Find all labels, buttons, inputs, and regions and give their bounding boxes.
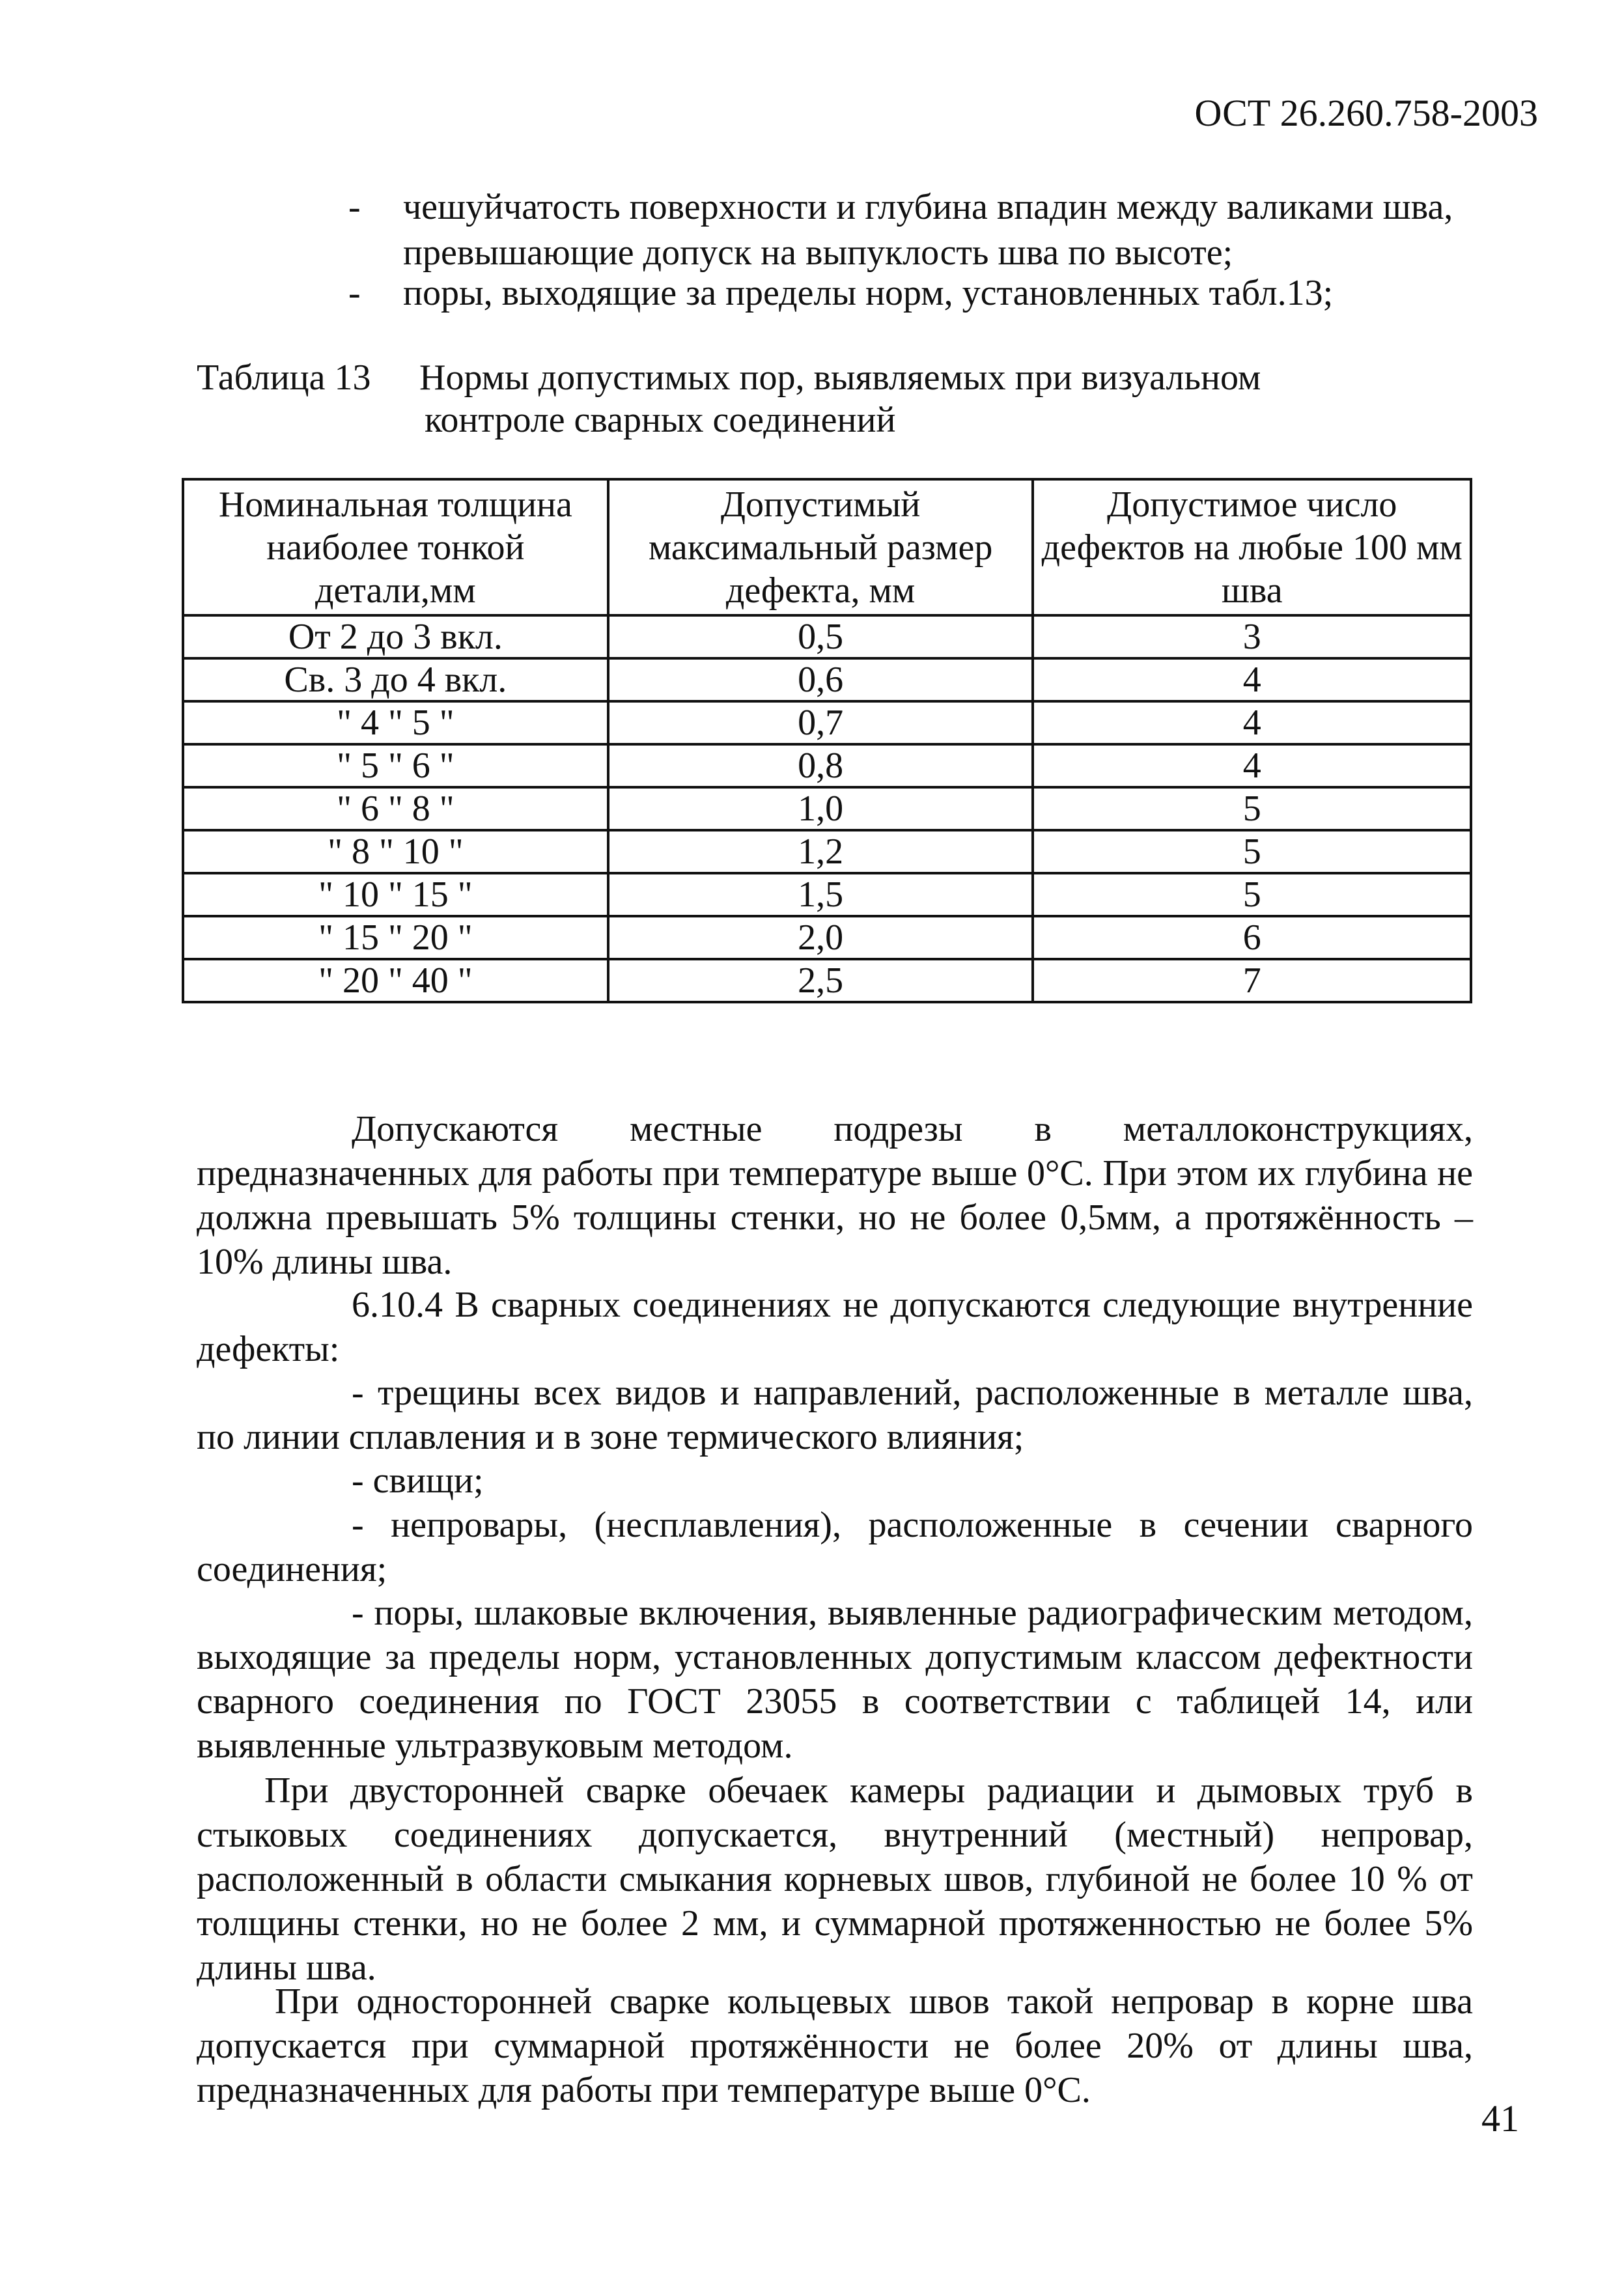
table-cell: " 8 " 10 " bbox=[183, 830, 608, 873]
table-row bbox=[183, 615, 1471, 658]
list-item bbox=[348, 270, 1553, 316]
table-cell: Св. 3 до 4 вкл. bbox=[183, 658, 608, 701]
body-paragraph: Допускаются местные подрезы в металлоконструкциях, предназначенных для работы при температуре выше 0°С. При этом их глубина не должна превышать 5% толщины стенки, но не более 0,5мм, а протяжённость – 10% длины шва. bbox=[197, 1109, 1473, 1282]
defect-list-item: - непровары, (несплавления), расположенные в сечении сварного соединения; bbox=[197, 1505, 1473, 1589]
defect-list-item: - поры, шлаковые включения, выявленные радиографическим методом, выходящие за пределы норм, установленных допустимым классом дефектности сварного соединения по ГОСТ 23055 в соответствии с таблицей 14, или выявленные ультразвуковым методом. bbox=[197, 1593, 1473, 1766]
list-dash: - bbox=[348, 187, 361, 227]
table-cell: 6 bbox=[1033, 916, 1471, 959]
table-cell: 1,5 bbox=[608, 873, 1033, 916]
table-cell: 4 bbox=[1033, 658, 1471, 701]
column-header: Номинальная толщина наиболее тонкой детали,мм bbox=[183, 479, 608, 615]
pore-norms-table bbox=[182, 478, 1472, 1003]
list-item bbox=[348, 184, 1553, 275]
table-cell: 0,7 bbox=[608, 701, 1033, 744]
table-cell: " 15 " 20 " bbox=[183, 916, 608, 959]
section-paragraph: 6.10.4 В сварных соединениях не допускаются следующие внутренние дефекты: bbox=[197, 1285, 1473, 1369]
body-paragraph: При односторонней сварке кольцевых швов такой непровар в корне шва допускается при суммарной протяжённости не более 20% от длины шва, предназначенных для работы при температуре выше 0°С. bbox=[197, 1981, 1473, 2110]
table-row bbox=[183, 916, 1471, 959]
list-item-text: чешуйчатость поверхности и глубина впадин между валиками шва, превышающие допуск на выпуклость шва по высоте; bbox=[403, 187, 1453, 273]
defect-list-item: - трещины всех видов и направлений, расположенные в металле шва, по линии сплавления и в зоне термического влияния; bbox=[197, 1373, 1473, 1457]
table-row bbox=[183, 787, 1471, 830]
table-row bbox=[183, 830, 1471, 873]
table-row bbox=[183, 658, 1471, 701]
table-cell: " 4 " 5 " bbox=[183, 701, 608, 744]
table-cell: 5 bbox=[1033, 873, 1471, 916]
page-number: 41 bbox=[1481, 2097, 1519, 2140]
table-label: Таблица 13 bbox=[197, 357, 371, 398]
table-title: Нормы допустимых пор, выявляемых при визуальном bbox=[419, 357, 1261, 398]
table-cell: 0,6 bbox=[608, 658, 1033, 701]
table-row bbox=[183, 873, 1471, 916]
table-cell: " 6 " 8 " bbox=[183, 787, 608, 830]
table-cell: 1,2 bbox=[608, 830, 1033, 873]
table-cell: 3 bbox=[1033, 615, 1471, 658]
body-paragraph: При двусторонней сварке обечаек камеры радиации и дымовых труб в стыковых соединениях допускается, внутренний (местный) непровар, расположенный в области смыкания корневых швов, глубиной не более 10 % от толщины стенки, но не более 2 мм, и суммарной протяженностью не более 5% длины шва. bbox=[197, 1770, 1473, 1988]
table-cell: 5 bbox=[1033, 787, 1471, 830]
column-header: Допустимое число дефектов на любые 100 мм шва bbox=[1033, 479, 1471, 615]
table-header-row bbox=[183, 479, 1471, 615]
table-cell: 0,8 bbox=[608, 744, 1033, 787]
defect-list-item: - свищи; bbox=[352, 1460, 484, 1501]
table-cell: 1,0 bbox=[608, 787, 1033, 830]
table-row bbox=[183, 701, 1471, 744]
table-cell: " 10 " 15 " bbox=[183, 873, 608, 916]
table-cell: " 20 " 40 " bbox=[183, 959, 608, 1002]
document-code: ОСТ 26.260.758-2003 bbox=[1194, 92, 1538, 134]
table-cell: 5 bbox=[1033, 830, 1471, 873]
list-item-text: поры, выходящие за пределы норм, установленных табл.13; bbox=[403, 273, 1334, 313]
table-cell: " 5 " 6 " bbox=[183, 744, 608, 787]
table-cell: 2,5 bbox=[608, 959, 1033, 1002]
table-cell: 4 bbox=[1033, 701, 1471, 744]
table-cell: 4 bbox=[1033, 744, 1471, 787]
table-cell: От 2 до 3 вкл. bbox=[183, 615, 608, 658]
table-row bbox=[183, 959, 1471, 1002]
list-dash: - bbox=[348, 273, 361, 313]
table-title: контроле сварных соединений bbox=[425, 400, 896, 440]
table-cell: 0,5 bbox=[608, 615, 1033, 658]
table-cell: 7 bbox=[1033, 959, 1471, 1002]
table-row bbox=[183, 744, 1471, 787]
table-cell: 2,0 bbox=[608, 916, 1033, 959]
column-header: Допустимый максимальный размер дефекта, мм bbox=[608, 479, 1033, 615]
